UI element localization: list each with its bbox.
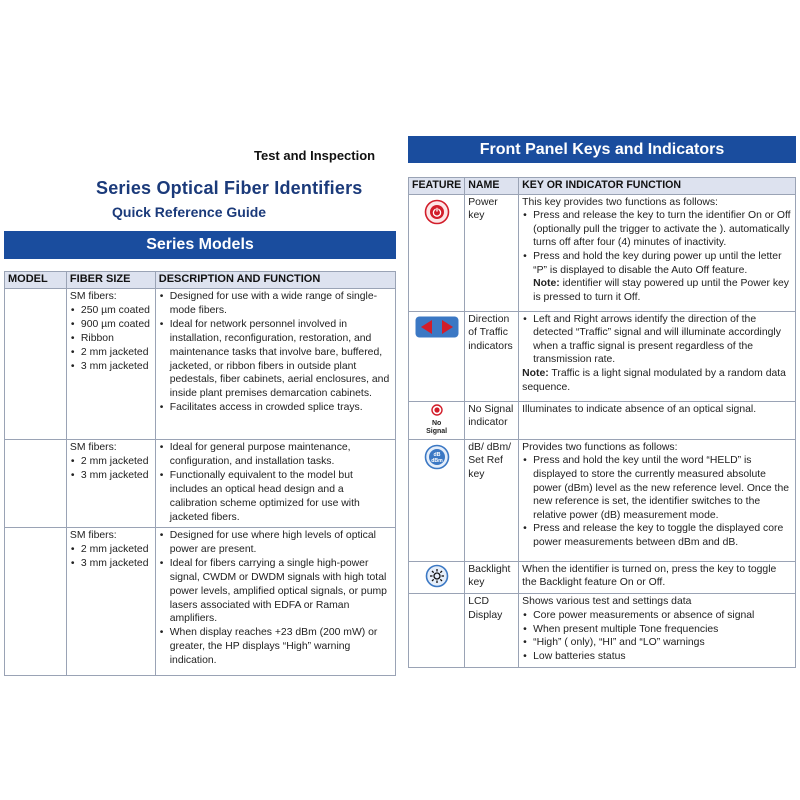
function-list — [522, 454, 792, 549]
description-cell — [155, 440, 395, 528]
list-item: • “High” ( only), “HI” and “LO” warnings — [522, 636, 792, 650]
table-row — [409, 194, 796, 311]
list-item: • Low batteries status — [522, 650, 792, 664]
list-item: • 3 mm jacketed — [70, 360, 152, 374]
list-item: • Ribbon — [70, 332, 152, 346]
svg-text:dBm: dBm — [430, 457, 443, 464]
series-models-table — [4, 271, 396, 676]
list-item: • Core power measurements or absence of signal — [522, 609, 792, 623]
function-cell — [519, 194, 796, 311]
fiber-heading: SM fibers: — [69, 530, 117, 541]
list-item: • Ideal for fibers carrying a single high-power signal, CWDM or DWDM signals with high total power levels, amplified optical signals, or pump lasers associated with EDFA or Raman amplifiers. — [159, 557, 392, 627]
list-item: • Designed for use with a wide range of single-mode fibers. — [159, 290, 392, 318]
feature-cell — [409, 194, 465, 311]
list-item: • 3 mm jacketed — [70, 469, 152, 483]
table-row — [409, 311, 796, 401]
list-item: • Ideal for network personnel involved in installation, reconfiguration, restoration, and maintenance tasks that involve bare, buffered, jacketed, or ribbon fibers in outside plant pedestals, fiber cabinets, aerial enclosures, and inside plant premises demarcation cabinets. — [159, 318, 392, 401]
function-cell: Illuminates to indicate absence of an optical signal. — [519, 401, 796, 439]
list-item: • Left and Right arrows identify the direction of the detected “Traffic” signal and will illuminate accordingly when a traffic signal is present regardless of the transmission rate. — [522, 313, 792, 367]
name-cell: Power key — [465, 194, 519, 311]
fiber-list — [70, 455, 152, 483]
note-label: Note: — [533, 278, 560, 290]
fiber-size-cell — [66, 289, 155, 440]
col-header-function: KEY OR INDICATOR FUNCTION — [519, 178, 796, 195]
function-list — [522, 209, 792, 304]
description-cell — [155, 289, 395, 440]
fiber-size-cell — [66, 440, 155, 528]
no-signal-label: Signal — [426, 428, 448, 436]
power-icon — [424, 199, 450, 230]
list-item — [522, 250, 792, 304]
list-item: • Facilitates access in crowded splice trays. — [159, 401, 392, 415]
fiber-heading: SM fibers: — [69, 442, 117, 453]
list-item: • 3 mm jacketed — [70, 557, 152, 571]
section-heading: Test and Inspection — [254, 148, 376, 163]
note-text: identifier will stay powered up until the Power key is pressed to turn it Off. — [533, 278, 790, 303]
list-item: • Press and release the key to turn the identifier On or Off (optionally pull the trigger to activate the ). automatically turns off after four (4) minutes of inactivity. — [522, 209, 792, 250]
model-cell — [5, 528, 67, 676]
list-item: • When present multiple Tone frequencies — [522, 623, 792, 637]
note-label: Note: — [522, 367, 549, 379]
guide-title: Series Optical Fiber Identifiers — [96, 178, 363, 198]
description-list — [159, 441, 392, 524]
series-models-band: Series Models — [4, 231, 396, 259]
backlight-icon — [425, 564, 449, 593]
table-row — [5, 289, 396, 440]
table-row — [409, 561, 796, 594]
function-list — [522, 609, 792, 663]
list-item: • 900 µm coated — [70, 318, 152, 332]
feature-cell — [409, 594, 465, 668]
list-item: • 2 mm jacketed — [70, 455, 152, 469]
function-cell — [519, 594, 796, 668]
col-header-name: NAME — [465, 178, 519, 195]
fiber-heading: SM fibers: — [69, 291, 117, 302]
list-item: • Press and release the key to toggle the displayed core power measurements between dBm and dB. — [522, 522, 792, 549]
function-list — [522, 313, 792, 367]
description-list — [159, 529, 392, 668]
col-header-model: MODEL — [5, 272, 67, 289]
db-setref-icon — [424, 444, 450, 475]
feature-cell — [409, 439, 465, 561]
function-intro: Shows various test and settings data — [522, 596, 692, 608]
description-cell — [155, 528, 395, 676]
col-header-feature: FEATURE — [409, 178, 465, 195]
no-signal-icon — [426, 404, 447, 437]
list-item: • Ideal for general purpose maintenance, configuration, and installation tasks. — [159, 441, 392, 469]
list-item-text: Press and hold the key during power up until the letter “P” is displayed to disable the Auto Off feature. — [533, 250, 782, 276]
name-cell: Backlight key — [465, 561, 519, 594]
guide-subtitle: Quick Reference Guide — [112, 204, 267, 220]
list-item: • Designed for use where high levels of optical power are present. — [159, 529, 392, 557]
col-header-fiber-size: FIBER SIZE — [66, 272, 155, 289]
traffic-arrows-icon — [415, 316, 459, 343]
list-item: • 250 µm coated — [70, 304, 152, 318]
svg-text:dB: dB — [433, 451, 441, 458]
list-item: • Functionally equivalent to the model but includes an optical head design and a calibration scheme optimized for use with jacketed fibers. — [159, 469, 392, 525]
model-cell — [5, 289, 67, 440]
name-cell: dB/ dBm/ Set Ref key — [465, 439, 519, 561]
model-cell — [5, 440, 67, 528]
note-text: Traffic is a light signal modulated by a random data sequence. — [522, 367, 786, 393]
fiber-list — [70, 304, 152, 374]
name-cell: No Signal indicator — [465, 401, 519, 439]
description-list — [159, 290, 392, 415]
col-header-description: DESCRIPTION AND FUNCTION — [155, 272, 395, 289]
list-item: • 2 mm jacketed — [70, 543, 152, 557]
no-signal-label: No — [431, 420, 442, 428]
front-panel-table — [408, 177, 796, 668]
list-item: • 2 mm jacketed — [70, 346, 152, 360]
table-row — [5, 440, 396, 528]
list-item: • Press and hold the key until the word “HELD” is displayed to store the currently measured absolute power (dBm) level as the new reference level. Once the new reference is set, the identifier switches to the relative power (dB) measurement mode. — [522, 454, 792, 522]
list-item: • When display reaches +23 dBm (200 mW) or greater, the HP displays “High” warning indication. — [159, 626, 392, 668]
left-page — [0, 0, 396, 800]
table-row — [409, 594, 796, 668]
fiber-list — [70, 543, 152, 571]
feature-cell — [409, 401, 465, 439]
feature-cell — [409, 561, 465, 594]
table-header-row — [409, 178, 796, 195]
table-row — [409, 439, 796, 561]
function-cell: When the identifier is turned on, press the key to toggle the Backlight feature On or Off. — [519, 561, 796, 594]
function-cell — [519, 311, 796, 401]
function-intro: This key provides two functions as follows: — [522, 196, 718, 208]
feature-cell — [409, 311, 465, 401]
table-row — [5, 528, 396, 676]
function-cell — [519, 439, 796, 561]
name-cell: Direction of Traffic indicators — [465, 311, 519, 401]
name-cell: LCD Display — [465, 594, 519, 668]
table-header-row — [5, 272, 396, 289]
function-intro: Provides two functions as follows: — [522, 441, 678, 453]
table-row — [409, 401, 796, 439]
front-panel-band: Front Panel Keys and Indicators — [408, 136, 796, 163]
fiber-size-cell — [66, 528, 155, 676]
